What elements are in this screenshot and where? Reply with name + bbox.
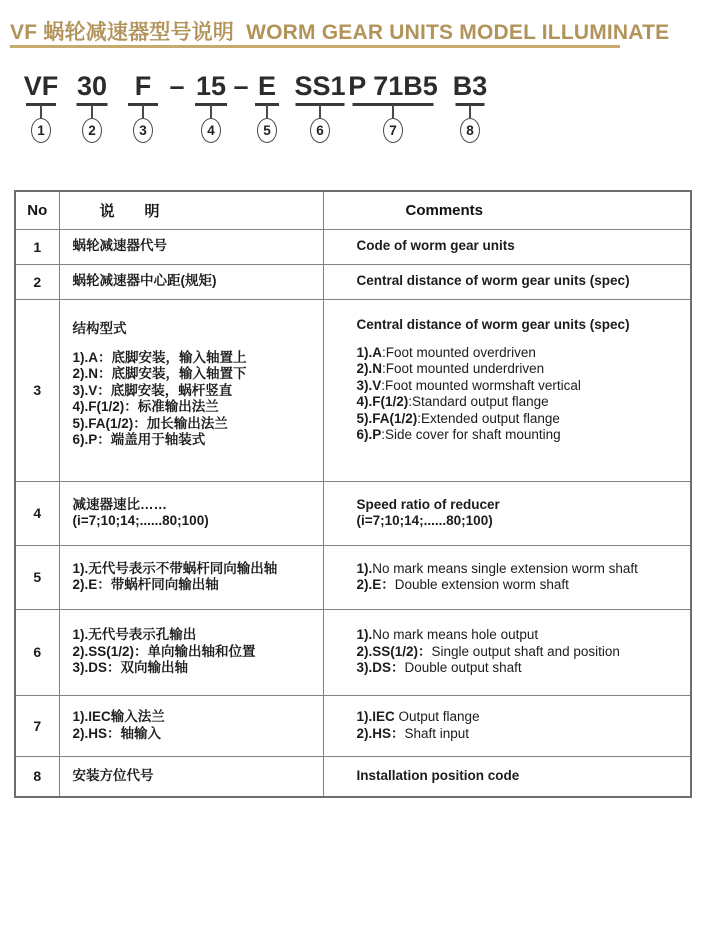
model-segment-label: F bbox=[134, 71, 152, 101]
table-row-7 bbox=[15, 695, 691, 756]
cn-line: 4).F(1/2)：标准输出法兰 bbox=[72, 399, 219, 414]
model-segment-label: 30 bbox=[76, 71, 108, 101]
en-line: 5).FA(1/2):Extended output flange bbox=[356, 410, 560, 426]
row-number: 8 bbox=[15, 756, 59, 797]
spec-table bbox=[14, 190, 692, 798]
segment-connector-line bbox=[210, 105, 211, 118]
segment-number-circle: 3 bbox=[133, 118, 153, 143]
col-header-comments: Comments bbox=[323, 191, 691, 229]
en-line: Code of worm gear units bbox=[356, 238, 515, 254]
en-line: 1).No mark means hole output bbox=[356, 627, 539, 643]
comments-cell bbox=[323, 299, 691, 481]
cn-line: 6).P：端盖用于轴装式 bbox=[72, 432, 206, 447]
row-number: 2 bbox=[15, 264, 59, 299]
table-row-2 bbox=[15, 264, 691, 299]
segment-number-circle: 1 bbox=[31, 118, 51, 143]
model-code-diagram bbox=[0, 70, 708, 150]
row-number: 5 bbox=[15, 545, 59, 609]
description-cell bbox=[59, 229, 323, 264]
comments-cell bbox=[323, 756, 691, 797]
table-row-4 bbox=[15, 481, 691, 545]
segment-connector-line bbox=[40, 105, 41, 118]
col-header-description: 说 明 bbox=[59, 191, 323, 229]
row-number: 1 bbox=[15, 229, 59, 264]
comments-cell bbox=[323, 609, 691, 695]
cn-line: 3).DS：双向输出轴 bbox=[72, 660, 189, 676]
comments-cell bbox=[323, 481, 691, 545]
model-segment-label: SS1 bbox=[294, 71, 346, 101]
segment-connector-line bbox=[266, 105, 267, 118]
cn-line: 安装方位代号 bbox=[72, 768, 154, 783]
en-line: 1).A:Foot mounted overdriven bbox=[356, 344, 536, 360]
row-number: 4 bbox=[15, 481, 59, 545]
cn-line: 2).E：带蜗杆同向输出轴 bbox=[72, 577, 219, 592]
model-dash: – bbox=[233, 71, 249, 101]
cn-line: 1).A：底脚安装，输入轴置上 bbox=[72, 349, 247, 365]
description-cell bbox=[59, 756, 323, 797]
cn-line: (i=7;10;14;......80;100) bbox=[72, 513, 209, 528]
table-row-3 bbox=[15, 299, 691, 481]
en-line: 1).IEC Output flange bbox=[356, 709, 480, 724]
comments-heading: Central distance of worm gear units (spec) bbox=[356, 316, 630, 332]
segment-number-circle: 5 bbox=[257, 118, 277, 143]
segment-number-circle: 6 bbox=[310, 118, 330, 143]
model-segment-label: 15 bbox=[195, 71, 227, 101]
cn-line: 蜗轮减速器中心距(规矩) bbox=[72, 273, 217, 289]
description-cell bbox=[59, 481, 323, 545]
cn-line: 2).N：底脚安装，输入轴置下 bbox=[72, 366, 247, 381]
en-line: 1).No mark means single extension worm shaft bbox=[356, 560, 638, 576]
segment-number-circle: 4 bbox=[201, 118, 221, 143]
comments-cell bbox=[323, 695, 691, 756]
cn-line: 蜗轮减速器代号 bbox=[72, 238, 167, 254]
description-cell bbox=[59, 545, 323, 609]
model-segment-label: B3 bbox=[452, 71, 488, 101]
en-line: (i=7;10;14;......80;100) bbox=[356, 513, 493, 528]
page-title-cn: VF 蜗轮减速器型号说明 bbox=[10, 21, 235, 44]
cn-line: 5).FA(1/2)：加长输出法兰 bbox=[72, 415, 228, 431]
row-number: 7 bbox=[15, 695, 59, 756]
cn-line: 1).IEC输入法兰 bbox=[72, 709, 165, 724]
segment-connector-line bbox=[469, 105, 470, 118]
cn-line: 减速器速比…… bbox=[72, 496, 167, 512]
cn-line: 1).无代号表示不带蜗杆同向输出轴 bbox=[72, 560, 278, 576]
en-line: 2).N:Foot mounted underdriven bbox=[356, 361, 545, 376]
description-cell bbox=[59, 609, 323, 695]
table-row-5 bbox=[15, 545, 691, 609]
description-cell bbox=[59, 695, 323, 756]
page-title-en: WORM GEAR UNITS MODEL ILLUMINATE bbox=[246, 21, 670, 44]
en-line: 4).F(1/2):Standard output flange bbox=[356, 394, 549, 409]
en-line: 3).V:Foot mounted wormshaft vertical bbox=[356, 377, 581, 393]
model-dash: – bbox=[169, 71, 185, 101]
en-line: 2).E：Double extension worm shaft bbox=[356, 577, 569, 592]
title-underline bbox=[10, 45, 620, 48]
row-number: 6 bbox=[15, 609, 59, 695]
description-cell bbox=[59, 264, 323, 299]
en-line: 2).HS：Shaft input bbox=[356, 725, 470, 741]
en-line: 2).SS(1/2)：Single output shaft and position bbox=[356, 643, 620, 659]
cn-line: 2).HS：轴输入 bbox=[72, 725, 162, 741]
comments-cell bbox=[323, 229, 691, 264]
model-segment-label: E bbox=[257, 71, 277, 101]
en-line: Speed ratio of reducer bbox=[356, 496, 500, 512]
en-line: Central distance of worm gear units (spec) bbox=[356, 273, 630, 289]
row-number: 3 bbox=[15, 299, 59, 481]
model-segment-label: P 71B5 bbox=[348, 71, 438, 101]
en-line: Installation position code bbox=[356, 768, 520, 783]
model-segment-label: VF bbox=[23, 71, 59, 101]
segment-number-circle: 8 bbox=[460, 118, 480, 143]
comments-cell bbox=[323, 545, 691, 609]
segment-connector-line bbox=[91, 105, 92, 118]
segment-connector-line bbox=[392, 105, 393, 118]
cn-line: 2).SS(1/2)：单向输出轴和位置 bbox=[72, 643, 256, 659]
en-line: 3).DS：Double output shaft bbox=[356, 660, 522, 676]
table-row-6 bbox=[15, 609, 691, 695]
description-heading: 结构型式 bbox=[72, 320, 127, 336]
segment-connector-line bbox=[319, 105, 320, 118]
en-line: 6).P:Side cover for shaft mounting bbox=[356, 427, 561, 442]
table-header-row bbox=[15, 191, 691, 229]
cn-line: 1).无代号表示孔输出 bbox=[72, 627, 197, 643]
table-row-8 bbox=[15, 756, 691, 797]
page-title bbox=[10, 16, 669, 46]
segment-number-circle: 2 bbox=[82, 118, 102, 143]
segment-number-circle: 7 bbox=[383, 118, 403, 143]
cn-line: 3).V：底脚安装，蜗杆竖直 bbox=[72, 382, 233, 398]
segment-connector-line bbox=[142, 105, 143, 118]
col-header-no: No bbox=[15, 191, 59, 229]
description-cell bbox=[59, 299, 323, 481]
comments-cell bbox=[323, 264, 691, 299]
table-row-1 bbox=[15, 229, 691, 264]
